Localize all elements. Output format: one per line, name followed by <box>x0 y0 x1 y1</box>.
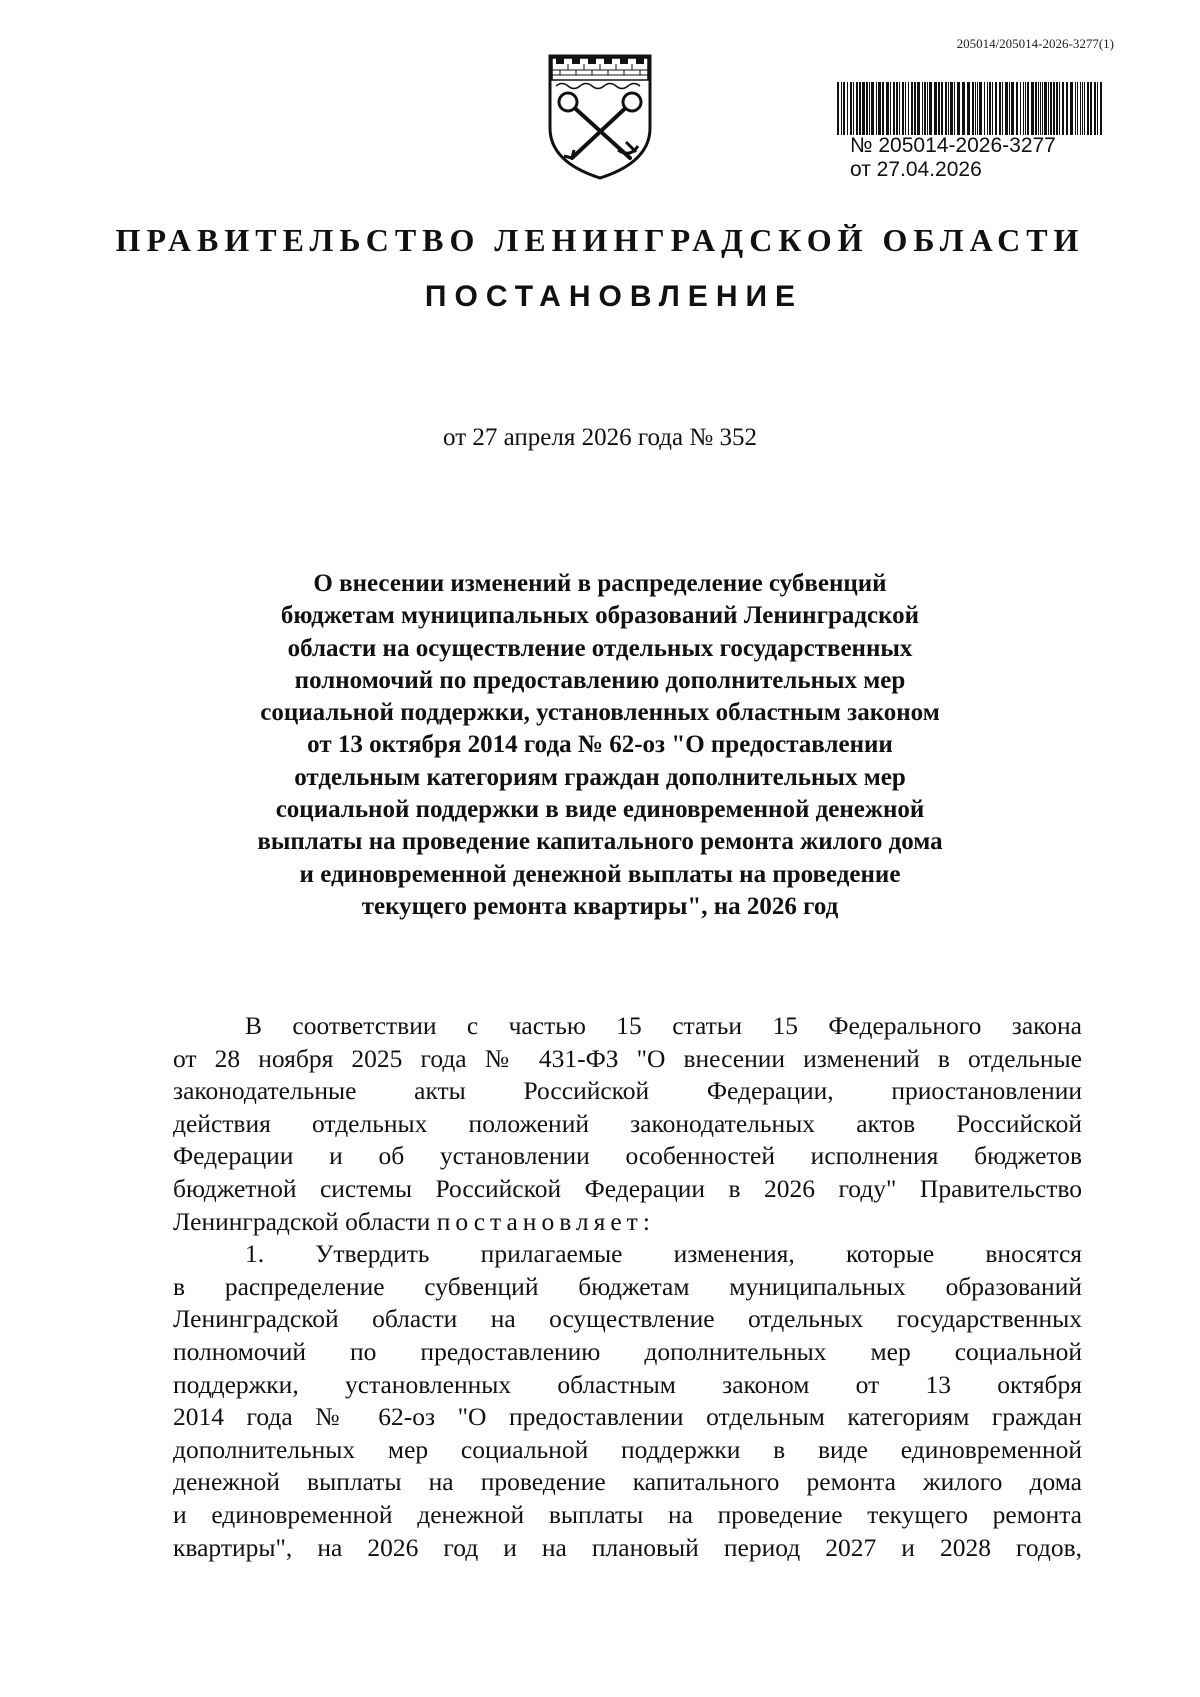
item1-line: 2014 года № 62-оз "О предоставлении отдельным категориям граждан <box>173 1402 1082 1432</box>
preamble-line: законодательные акты Российской Федерации, приостановлении <box>173 1076 1082 1106</box>
subject-line: социальной поддержки, установленных областным законом <box>260 699 940 727</box>
item1-line: дополнительных мер социальной поддержки в виде единовременной <box>173 1434 1082 1464</box>
preamble-last-prefix: Ленинградской области <box>173 1206 431 1236</box>
government-title: ПРАВИТЕЛЬСТВО ЛЕНИНГРАДСКОЙ ОБЛАСТИ <box>115 222 1085 258</box>
preamble-line: В соответствии с частью 15 статьи 15 Федерального закона <box>245 1011 1082 1040</box>
document-type-heading: ПОСТАНОВЛЕНИЕ <box>424 280 804 313</box>
decree-date-number: от 27 апреля 2026 года № 352 <box>443 424 757 451</box>
preamble-line-final <box>173 1206 1082 1239</box>
registration-number: № 205014-2026-3277 <box>850 134 1056 157</box>
registration-date: от 27.04.2026 <box>850 158 982 181</box>
subject-line: бюджетам муниципальных образований Ленинградской <box>280 602 920 630</box>
preamble-line: действия отдельных положений законодательных актов Российской <box>173 1108 1082 1138</box>
preamble-line: от 28 ноября 2025 года № 431-ФЗ "О внесении изменений в отдельные <box>173 1043 1082 1073</box>
item1-line: Ленинградской области на осуществление отдельных государственных <box>173 1304 1082 1334</box>
decree-subject <box>230 568 970 923</box>
item1-line: денежной выплаты на проведение капитального ремонта жилого дома <box>173 1467 1082 1497</box>
subject-line: О внесении изменений в распределение субвенций <box>313 570 887 597</box>
resolves-word: постановляет: <box>436 1206 655 1236</box>
item1-line: квартиры", на 2026 год и на плановый период 2027 и 2028 годов, <box>173 1532 1082 1562</box>
item1-line: и единовременной денежной выплаты на проведение текущего ремонта <box>173 1499 1082 1529</box>
decree-body <box>173 1010 1082 1564</box>
item1-line: поддержки, установленных областным законом от 13 октября <box>173 1369 1082 1399</box>
subject-line: полномочий по предоставлению дополнительных мер <box>294 666 906 694</box>
subject-line: и единовременной денежной выплаты на проведение <box>299 860 901 888</box>
item1-line: 1. Утвердить прилагаемые изменения, которые вносятся <box>245 1239 1082 1269</box>
subject-line: выплаты на проведение капитального ремонта жилого дома <box>257 828 943 856</box>
document-reference-code: 205014/205014-2026-3277(1) <box>956 36 1114 51</box>
preamble-line: Федерации и об установлении особенностей исполнения бюджетов <box>173 1141 1082 1171</box>
barcode-icon <box>837 82 1105 135</box>
item1-line: в распределение субвенций бюджетам муниципальных образований <box>173 1271 1082 1301</box>
subject-line: от 13 октября 2014 года № 62-оз "О предоставлении <box>307 731 893 759</box>
subject-line: отдельным категориям граждан дополнительных мер <box>294 763 906 791</box>
preamble-line: бюджетной системы Российской Федерации в 2026 году" Правительство <box>173 1173 1082 1203</box>
coat-of-arms-emblem <box>542 50 658 182</box>
subject-line: текущего ремонта квартиры", на 2026 год <box>361 892 839 920</box>
subject-line: социальной поддержки в виде единовременной денежной <box>275 796 925 824</box>
item1-line: полномочий по предоставлению дополнительных мер социальной <box>173 1336 1082 1366</box>
subject-line: области на осуществление отдельных государственных <box>287 634 913 662</box>
